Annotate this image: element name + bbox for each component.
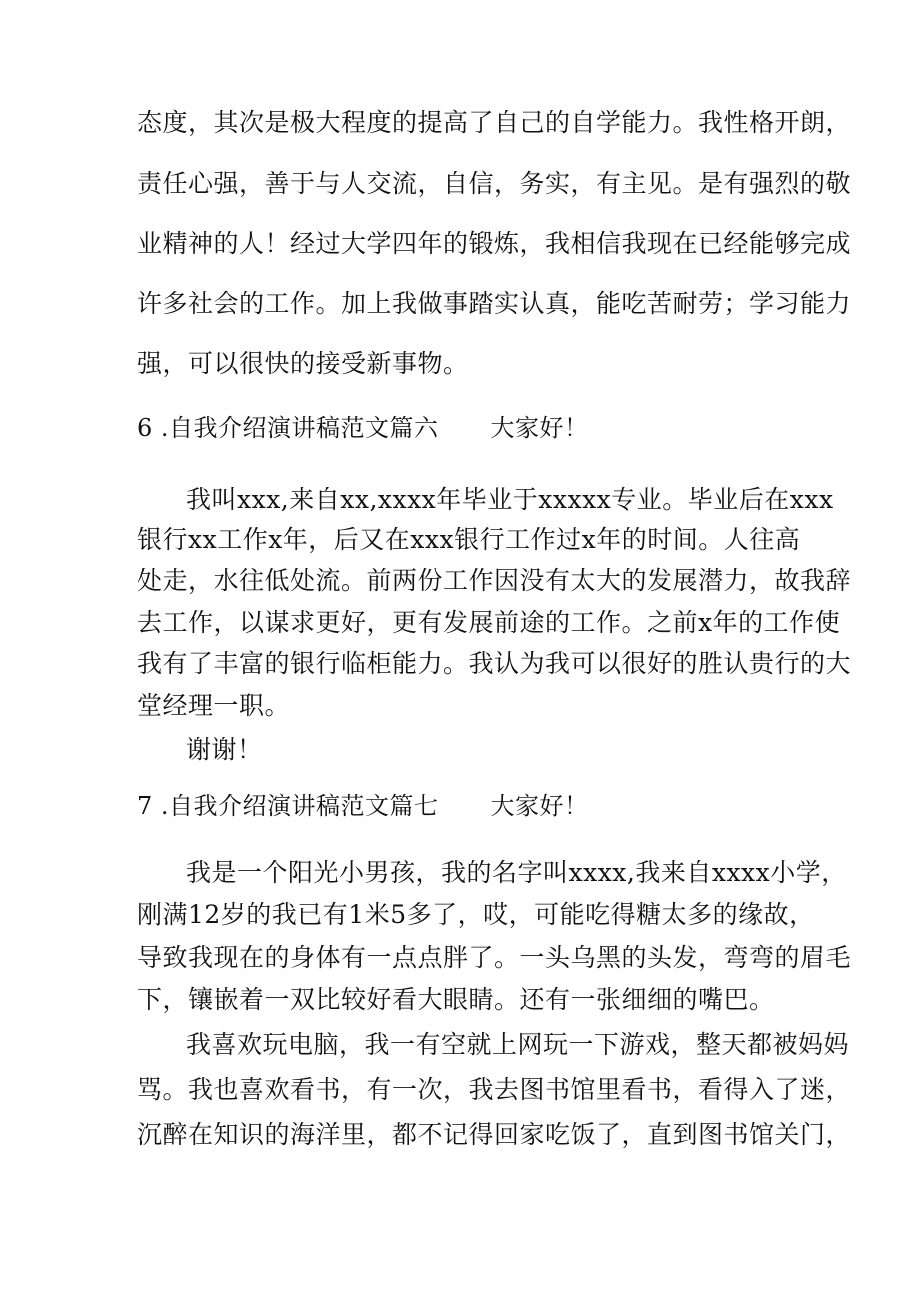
paragraph-line: 我是一个阳光小男孩，我的名字叫xxxx,我来自xxxx小学， (186, 858, 847, 887)
paragraph-line: 沉醉在知识的海洋里，都不记得回家吃饭了，直到图书馆关门， (137, 1120, 852, 1149)
paragraph-line: 处走，水往低处流。前两份工作因没有太大的发展潜力，故我辞 (137, 566, 852, 595)
section-heading-greeting: 大家好！ (490, 414, 589, 442)
paragraph-line: 业精神的人！经过大学四年的锻炼，我相信我现在已经能够完成 (137, 229, 852, 258)
paragraph-line: 责任心强，善于与人交流，自信，务实，有主见。是有强烈的敬 (137, 169, 852, 198)
section-heading-title: 6 .自我介绍演讲稿范文篇六 (137, 414, 439, 442)
paragraph-line: 骂。我也喜欢看书，有一次，我去图书馆里看书，看得入了迷， (137, 1075, 852, 1104)
paragraph-line: 导致我现在的身体有一点点胖了。一头乌黑的头发，弯弯的眉毛 (137, 943, 852, 972)
paragraph-line: 我有了丰富的银行临柜能力。我认为我可以很好的胜认贵行的大 (137, 649, 852, 678)
section-heading-greeting: 大家好！ (490, 792, 589, 820)
paragraph-line: 下，镶嵌着一双比较好看大眼睛。还有一张细细的嘴巴。 (137, 985, 775, 1014)
paragraph-line: 去工作，以谋求更好，更有发展前途的工作。之前x年的工作使 (137, 608, 841, 637)
paragraph-line: 强，可以很快的接受新事物。 (137, 349, 469, 378)
paragraph-line: 我喜欢玩电脑，我一有空就上网玩一下游戏，整天都被妈妈 (186, 1030, 850, 1059)
thanks-line: 谢谢！ (186, 735, 263, 764)
paragraph-line: 态度，其次是极大程度的提高了自己的自学能力。我性格开朗， (137, 108, 852, 137)
paragraph-line: 许多社会的工作。加上我做事踏实认真，能吃苦耐劳；学习能力 (137, 289, 852, 318)
section-heading-6 (137, 413, 589, 443)
paragraph-line: 我叫xxx,来自xx,xxxx年毕业于xxxxx专业。毕业后在xxx (186, 485, 834, 514)
paragraph-line: 刚满12岁的我已有1米5多了，哎，可能吃得糖太多的缘故， (137, 900, 815, 929)
paragraph-line: 堂经理一职。 (137, 691, 291, 720)
paragraph-line: 银行xx工作x年，后又在xxx银行工作过x年的时间。人往高 (137, 525, 801, 554)
section-heading-7 (137, 791, 589, 821)
section-heading-title: 7 .自我介绍演讲稿范文篇七 (137, 792, 439, 820)
